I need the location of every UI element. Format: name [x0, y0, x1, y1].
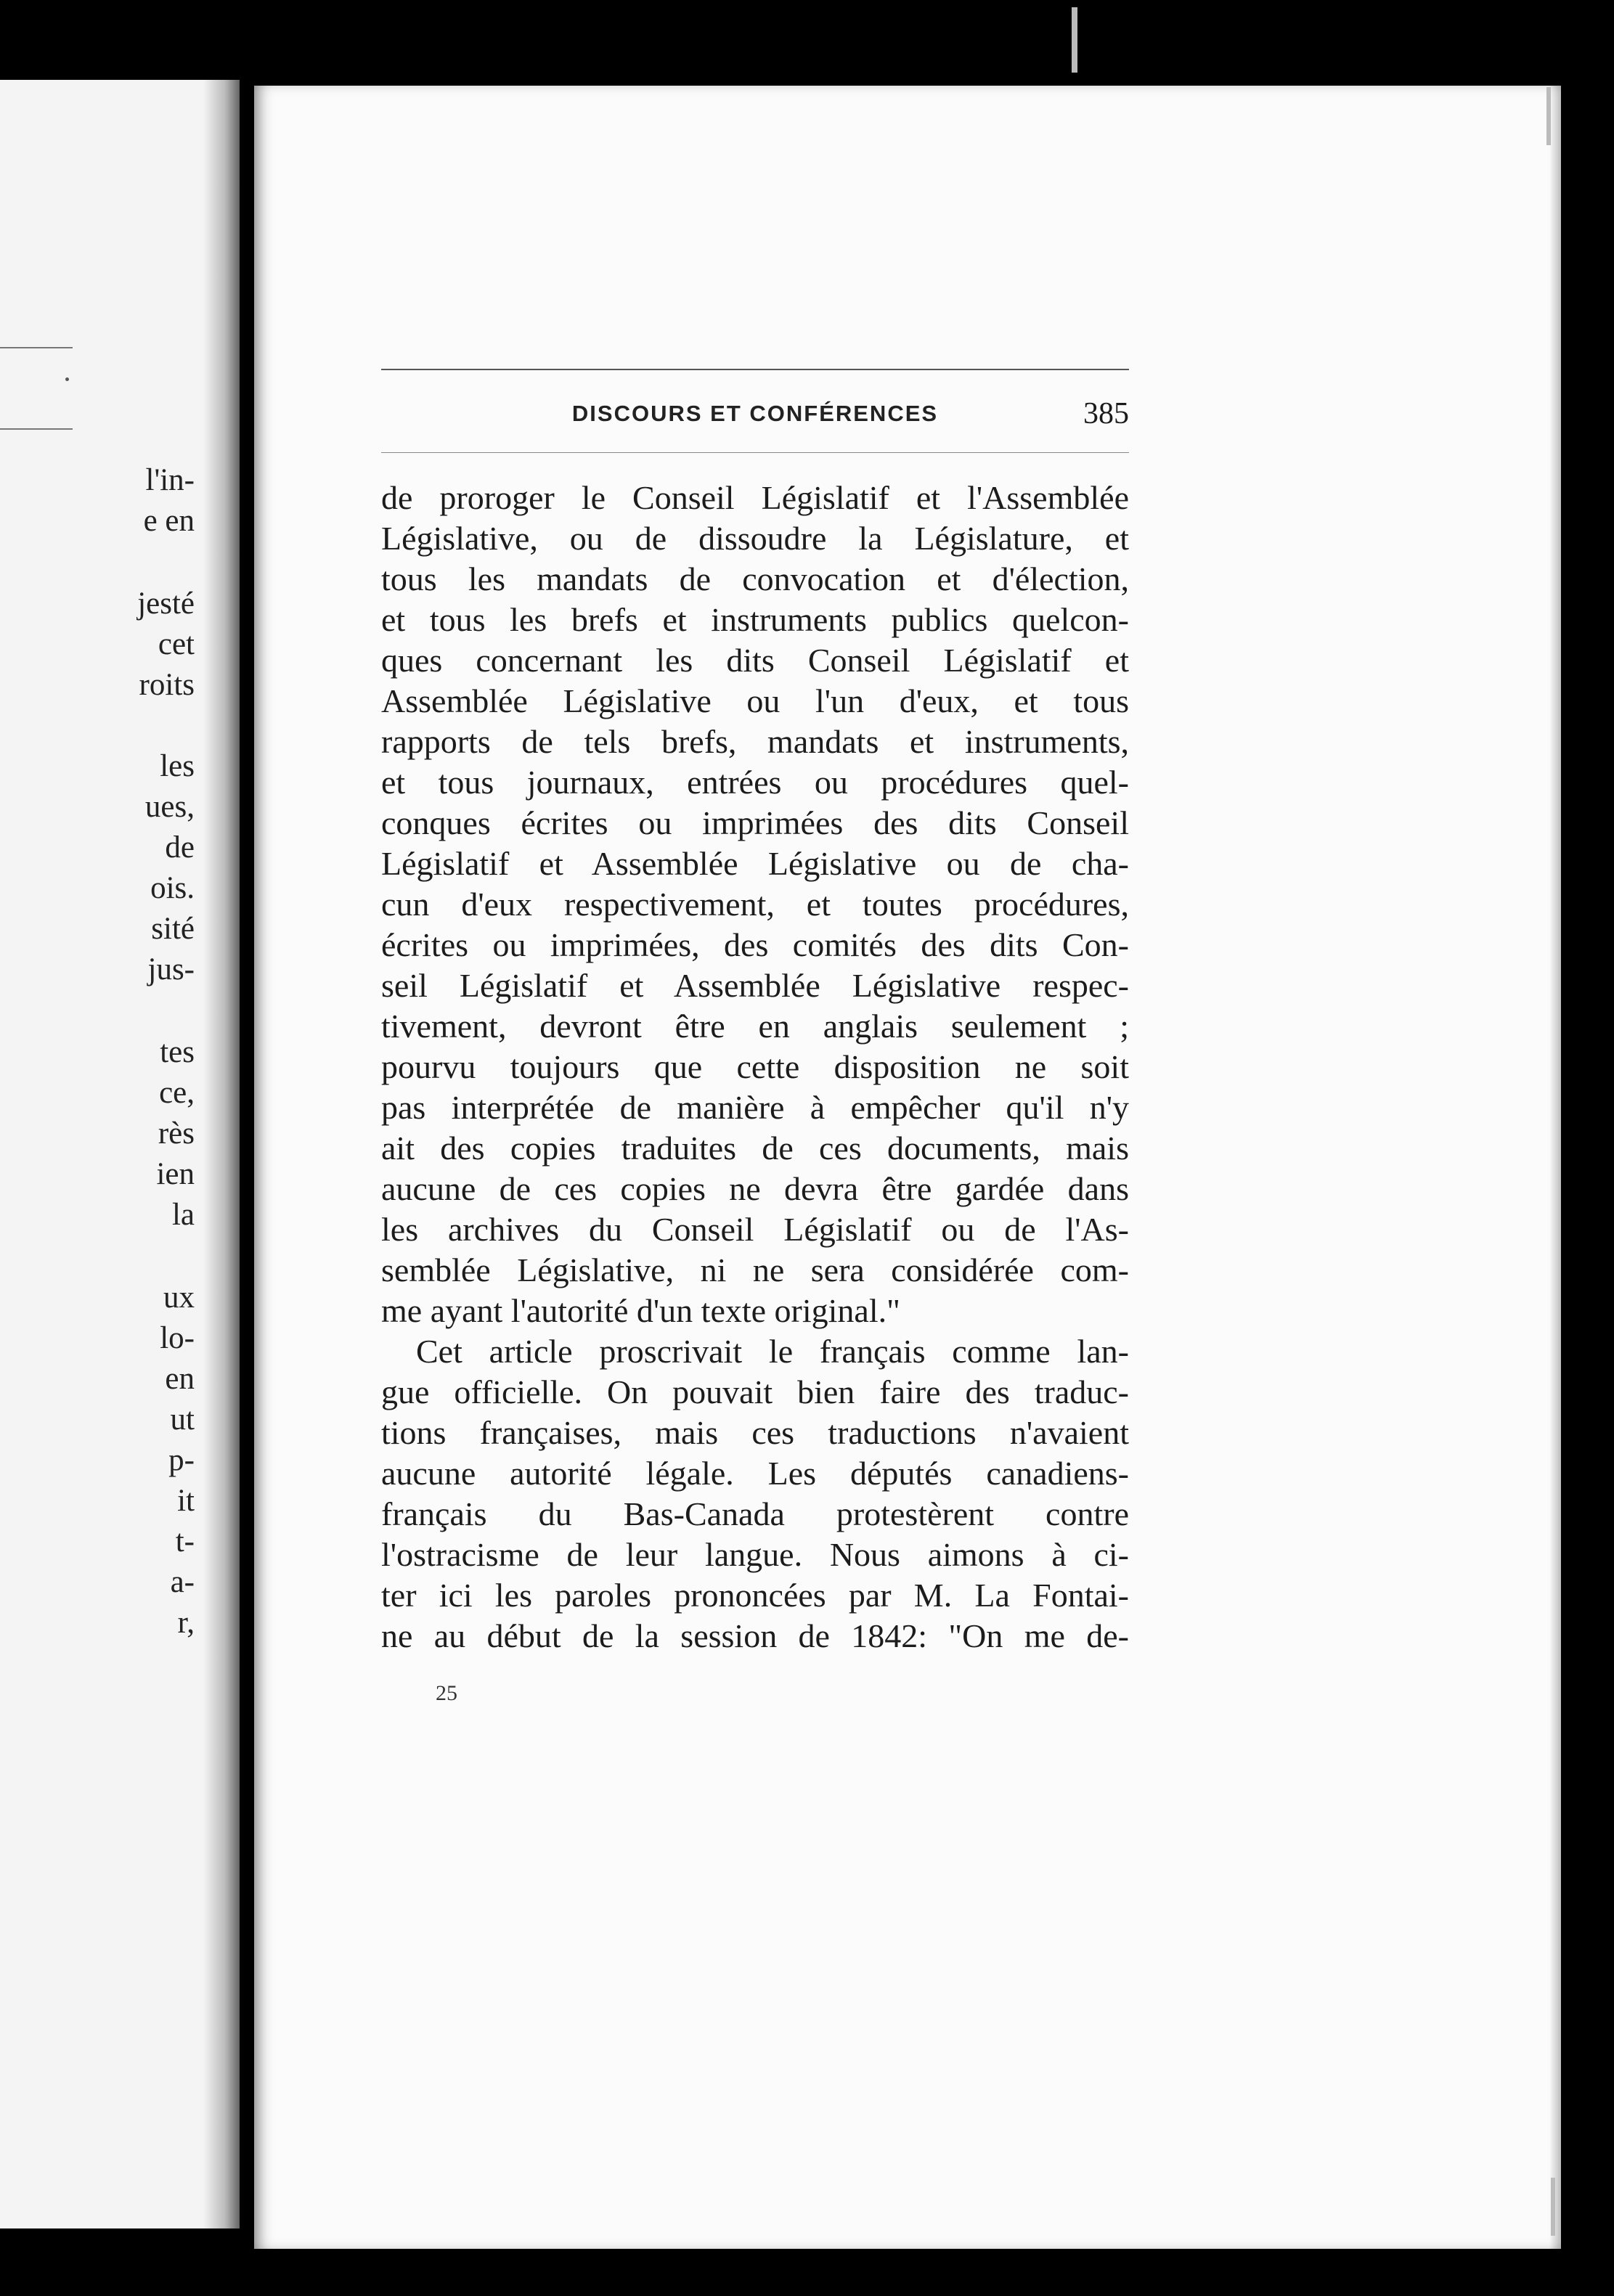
left-fragment: rès — [158, 1116, 195, 1151]
book-page — [254, 86, 1561, 2249]
left-fragment: en — [165, 1362, 195, 1396]
scan-artifact — [1072, 7, 1077, 73]
left-fragment: l'in- — [145, 463, 195, 497]
left-fragment: de — [165, 830, 195, 865]
text-line: aucune autorité légale. Les députés canadiens- — [381, 1455, 1129, 1492]
text-line: Cet article proscrivait le français comme lan- — [416, 1333, 1129, 1370]
signature-mark: 25 — [436, 1681, 457, 1705]
left-page-rule-bottom — [0, 428, 73, 430]
left-fragment: t- — [175, 1524, 195, 1558]
text-line: tous les mandats de convocation et d'élection, — [381, 560, 1129, 597]
running-head — [381, 398, 1129, 434]
text-line: tions françaises, mais ces traductions n'avaient — [381, 1414, 1129, 1451]
text-line: me ayant l'autorité d'un texte original." — [381, 1292, 900, 1329]
header-rule-bottom — [381, 452, 1129, 453]
left-fragment: tes — [160, 1035, 195, 1069]
page-edge-shadow — [1549, 86, 1561, 2249]
scan-artifact — [1546, 87, 1551, 145]
left-fragment: lo- — [160, 1321, 195, 1355]
left-fragment: roits — [139, 668, 195, 702]
text-line: Assemblée Législative ou l'un d'eux, et tous — [381, 682, 1129, 719]
left-fragment: sité — [151, 912, 195, 946]
page-gutter-shadow — [203, 80, 240, 2228]
text-line: de proroger le Conseil Législatif et l'Assemblée — [381, 479, 1129, 516]
left-fragment: ues, — [144, 790, 195, 824]
body-text — [381, 478, 1129, 1656]
left-fragment: ux — [163, 1280, 195, 1315]
left-fragment: cet — [158, 627, 195, 661]
text-line: et tous journaux, entrées ou procédures quel- — [381, 764, 1129, 801]
text-line: ter ici les paroles prononcées par M. La Fontai- — [381, 1577, 1129, 1614]
text-line: ait des copies traduites de ces documents, mais — [381, 1129, 1129, 1167]
left-fragment: ien — [156, 1157, 195, 1191]
text-line: les archives du Conseil Législatif ou de l'As- — [381, 1211, 1129, 1248]
text-line: Législatif et Assemblée Législative ou de cha- — [381, 845, 1129, 882]
left-fragment: r, — [177, 1606, 195, 1640]
text-line: tivement, devront être en anglais seulement ; — [381, 1008, 1129, 1045]
text-line: cun d'eux respectivement, et toutes procédures, — [381, 886, 1129, 923]
text-line: conques écrites ou imprimées des dits Conseil — [381, 804, 1129, 841]
text-line: seil Législatif et Assemblée Législative respec- — [381, 967, 1129, 1004]
text-line: aucune de ces copies ne devra être gardée dans — [381, 1170, 1129, 1207]
text-line: pas interprétée de manière à empêcher qu'il n'y — [381, 1089, 1129, 1126]
text-line: écrites ou imprimées, des comités des dits Con- — [381, 926, 1129, 963]
text-line: l'ostracisme de leur langue. Nous aimons à ci- — [381, 1536, 1129, 1573]
text-line: rapports de tels brefs, mandats et instruments, — [381, 723, 1129, 760]
left-fragment: p- — [168, 1443, 195, 1477]
text-line: pourvu toujours que cette disposition ne soit — [381, 1048, 1129, 1085]
text-line: semblée Législative, ni ne sera considérée com- — [381, 1251, 1129, 1288]
text-line: et tous les brefs et instruments publics quelcon- — [381, 601, 1129, 638]
left-fragment: la — [171, 1198, 195, 1232]
left-fragment: les — [160, 749, 195, 783]
text-line: ne au début de la session de 1842: "On me de- — [381, 1617, 1129, 1654]
left-page-rule-top — [0, 347, 73, 348]
scan-artifact — [1551, 2178, 1555, 2236]
text-line: gue officielle. On pouvait bien faire des traduc- — [381, 1373, 1129, 1410]
left-page-dot — [65, 377, 69, 381]
page-number: 385 — [1083, 397, 1129, 430]
text-line: ques concernant les dits Conseil Législatif et — [381, 642, 1129, 679]
left-fragment: ut — [170, 1402, 195, 1437]
left-fragment: it — [177, 1484, 195, 1518]
text-line: français du Bas-Canada protestèrent contre — [381, 1495, 1129, 1532]
left-fragment: jesté — [137, 587, 195, 621]
text-line: Législative, ou de dissoudre la Législature, et — [381, 520, 1129, 557]
running-head-title: DISCOURS ET CONFÉRENCES — [571, 401, 939, 426]
left-fragment: jus- — [147, 952, 195, 986]
header-rule-top — [381, 369, 1129, 370]
left-fragment: ce, — [159, 1076, 195, 1110]
left-page — [0, 80, 240, 2228]
left-fragment: e en — [143, 504, 195, 538]
left-fragment: a- — [170, 1565, 195, 1599]
left-fragment: ois. — [150, 871, 195, 905]
